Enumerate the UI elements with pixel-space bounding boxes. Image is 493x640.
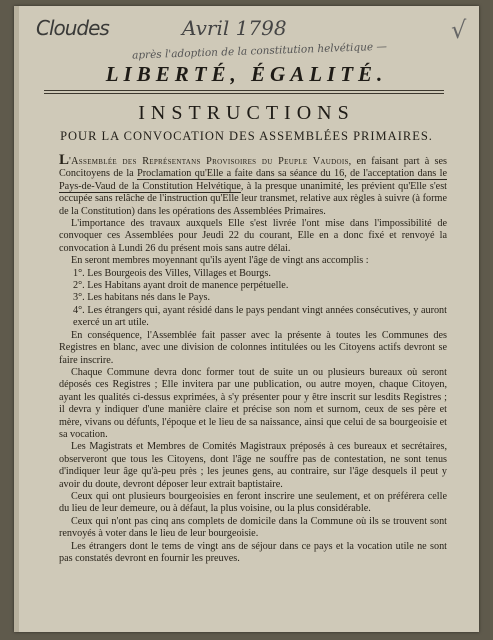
- paragraph-bureaux: Chaque Commune devra donc former tout de suite un ou plusieurs bureaux où seront déposés ces Registres ; Elle invitera par une publication, ou autre moyen, chaque Citoyen, ayant les qualités ci-dessus exprimées, à s'y présenter pour y être inscrit sur lesdits Registres ; il devra y indiquer d'une manière claire et précise son nom et surnom, ceux de ses père et mère, vivans ou défunts, l'époque et le lieu de sa naissance, ainsi que celui de sa bourgeoisie et sa vocation.: [59, 366, 447, 440]
- paragraph-strangers: Les étrangers dont le tems de vingt ans de séjour dans ce pays et la vocation utile ne sont pas constatés devront en fournir les preuves.: [59, 540, 447, 564]
- underlined-proclamation: Proclamation qu'Elle a faite dans sa séance du 16: [137, 168, 345, 180]
- paragraph-members: En seront membres moyennant qu'ils ayent l'âge de vingt ans accomplis :: [71, 255, 369, 267]
- underlined-acceptation: de l'acceptation dans le Pays-de-Vaud de la Constitution Helvétique: [59, 168, 447, 192]
- document-page: [14, 6, 479, 632]
- motto-heading: LIBERTÉ, ÉGALITÉ.: [105, 62, 388, 86]
- assembly-name: 'Assemblée des Représentans Provisoires du Peuple Vaudois: [69, 156, 349, 167]
- handwritten-sub-note: après l'adoption de la constitution helvétique —: [131, 40, 388, 62]
- intro-text: , à la presque unanimité, les prévient qu'Elle s'est occupée sans relâche de l'instruction qu'Elle leur transmet, relative aux règles à suivre (à forme de la Constitution) dans les opérations des Assemblées Primaires.: [59, 180, 447, 217]
- list-item: 2°. Les Habitans ayant droit de manence perpétuelle.: [73, 280, 289, 292]
- paragraph-importance: L'importance des travaux auxquels Elle s'est livrée l'ont mise dans l'impossibilité de convoquer ces Assemblées pour Jeudi 22 du courant, Elle en a donc fixé et renvoyé la convocation à Lundi 26 du présent mois sans autre délai.: [59, 218, 447, 254]
- handwritten-corner-mark: Cloudes: [36, 16, 109, 40]
- intro-text: , en faisant part à ses Concitoyens de la: [59, 156, 447, 180]
- divider-rule: [44, 90, 444, 91]
- handwritten-date-note: Avril 1798: [182, 16, 287, 40]
- paragraph-bourgeoisies: Ceux qui ont plusieurs bourgeoisies en feront inscrire une seulement, et on préférera celle du lieu de leur demeure, ou à défaut, la plus voisine, ou la plus considérable.: [59, 490, 447, 515]
- paragraph-domicile: Ceux qui n'ont pas cinq ans complets de domicile dans la Commune où ils se trouvent sont renvoyés à voter dans le lieu de leur bourgeoisie.: [59, 515, 447, 540]
- document-subtitle: POUR LA CONVOCATION DES ASSEMBLÉES PRIMAIRES.: [60, 129, 433, 143]
- intro-text: ,: [344, 168, 351, 180]
- list-item: 1°. Les Bourgeois des Villes, Villages et Bourgs.: [73, 267, 271, 279]
- paragraph-registers: En conséquence, l'Assemblée fait passer avec la présente à toutes les Communes des Registres en blanc, avec une division de colonnes intitulées ou les Citoyens actifs devront se faire inscrire.: [59, 329, 447, 366]
- document-body: [59, 154, 447, 565]
- paragraph-intro: [59, 154, 447, 218]
- list-item: 4°. Les étrangers qui, ayant résidé dans le pays pendant vingt années consécutives, y auront exercé un art utile.: [73, 304, 447, 329]
- paragraph-magistrates: Les Magistrats et Membres de Comités Magistraux préposés à ces bureaux et secrétaires, observeront que tous les Citoyens, dont l'âge ne souffre pas de contestation, ne sont tenus d'indiquer leur âge qu'à-peu près ; les jeunes gens, au contraire, sur l'âge desquels il peut y avoir du doute, devront déposer leur extrait baptistaire.: [59, 441, 447, 490]
- list-item: 3°. Les habitans nés dans le Pays.: [73, 292, 211, 304]
- divider-rule: [44, 93, 444, 94]
- document-title: INSTRUCTIONS: [138, 102, 355, 124]
- handwritten-check-mark: √: [451, 16, 467, 44]
- drop-cap: L: [59, 152, 70, 168]
- page-edge: [14, 6, 19, 632]
